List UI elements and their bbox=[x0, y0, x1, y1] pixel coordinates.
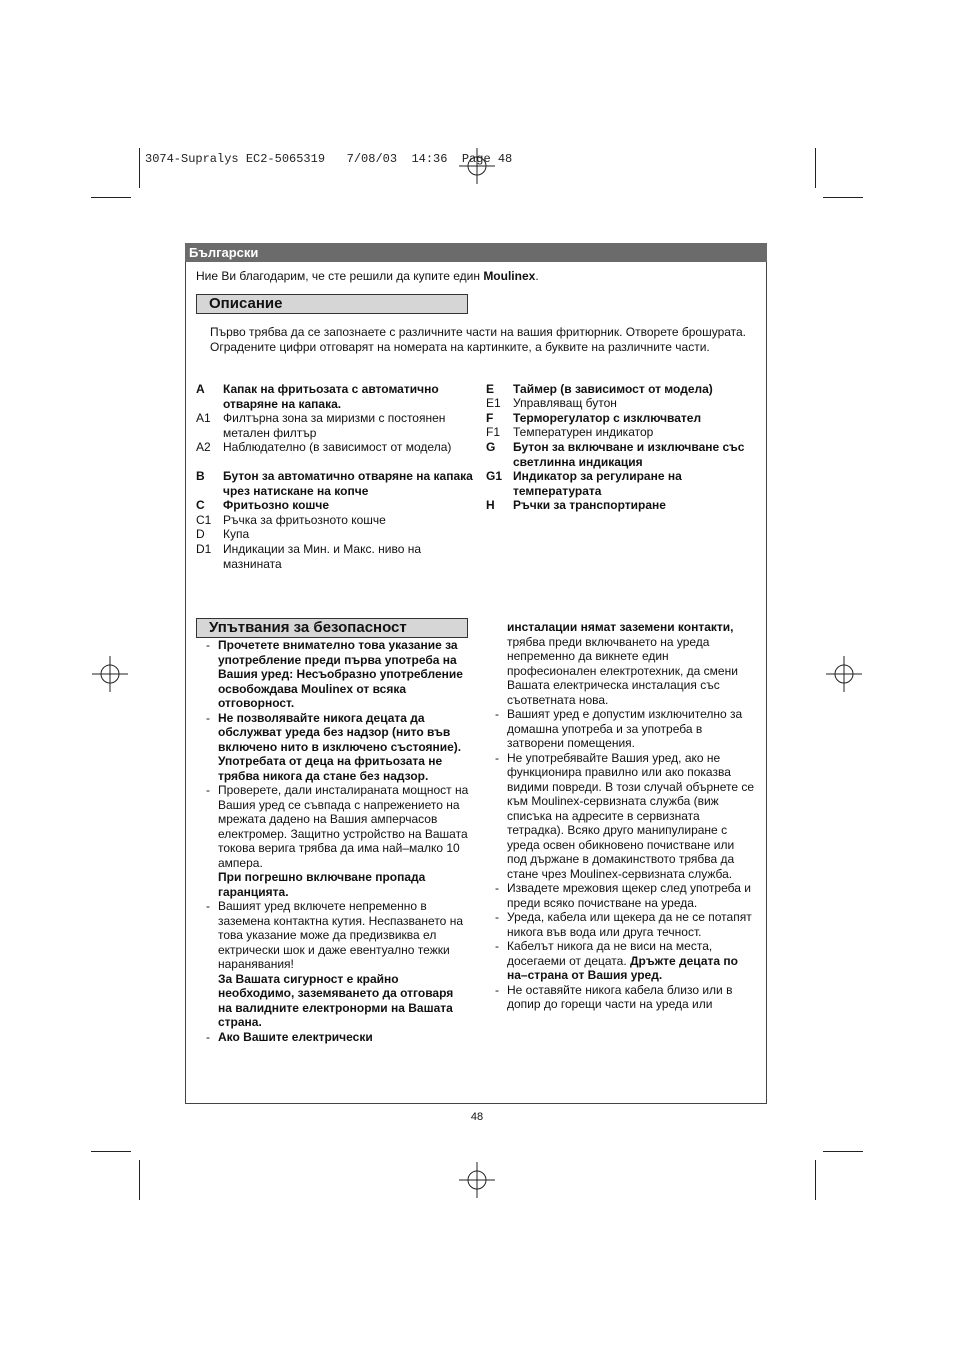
crop-mark bbox=[91, 1151, 131, 1152]
continuation-text: трябва преди включването на уреда непременно да викнете един професионален електротехник, да смени Вашата електрическа инсталация със съответната нова. bbox=[507, 634, 738, 707]
part-label: Бутон за автоматично отваряне на капака чрез натискане на копче bbox=[223, 469, 473, 498]
crop-mark bbox=[815, 1160, 816, 1200]
part-label: Таймер (в зависимост от модела) bbox=[513, 382, 713, 396]
safety-bullet bbox=[206, 899, 469, 1030]
bullet-text: Не оставяйте никога кабела близо или в допир до горещи части на уреда или bbox=[507, 982, 733, 1011]
continuation-bold: инсталации нямат заземени контакти, bbox=[507, 620, 734, 634]
part-key: F bbox=[486, 411, 494, 425]
safety-bullet bbox=[206, 638, 469, 711]
bullet-bold-text: Ако Вашите електрически bbox=[218, 1029, 373, 1044]
crop-mark bbox=[823, 1151, 863, 1152]
bullet-bold-text: За Вашата сигурност е крайно необходимо, заземяването да отговаря на валидните електронорми на Вашата страна. bbox=[218, 971, 454, 1029]
part-label: Температурен индикатор bbox=[513, 425, 654, 439]
safety-bullet bbox=[495, 751, 757, 882]
part-label: Филтърна зона за миризми с постоянен метален филтър bbox=[223, 411, 446, 440]
crop-mark bbox=[139, 148, 140, 188]
part-label: Наблюдателно (в зависимост от модела) bbox=[223, 440, 452, 454]
part-key: D1 bbox=[196, 542, 212, 556]
part-label: Купа bbox=[223, 527, 250, 541]
bullet-bold-text: Прочетете внимателно това указание за употребление преди първа употреба на Вашия уред: Несъобразно употребление освобождава Moulinex от всяка отговорност. bbox=[218, 638, 463, 710]
part-key: E bbox=[486, 382, 495, 396]
registration-mark-icon bbox=[92, 656, 128, 692]
bullet-bold-text: Дръжте децата по на–страна от Вашия уред. bbox=[507, 953, 738, 982]
bullet-text: Кабелът никога да не виси на места, досегаеми от децата. bbox=[507, 939, 713, 968]
safety-bullet bbox=[206, 1030, 469, 1045]
registration-mark-icon bbox=[459, 1162, 495, 1198]
crop-mark bbox=[815, 148, 816, 188]
safety-bullet bbox=[495, 939, 757, 983]
language-band: Български bbox=[185, 243, 767, 262]
intro-end: . bbox=[535, 269, 539, 283]
registration-mark-icon bbox=[826, 656, 862, 692]
part-label: Индикатор за регулиране на температурата bbox=[513, 469, 682, 498]
part-key: A2 bbox=[196, 440, 211, 454]
part-label: Терморегулатор с изключвател bbox=[513, 411, 702, 425]
brand-name: Moulinex bbox=[483, 269, 536, 283]
safety-bullet bbox=[495, 910, 757, 939]
description-text: Първо трябва да се запознаете с различните части на вашия фритюрник. Отворете брошурата. Оградените цифри отговарят на номерата на картинките, а буквите на различните части. bbox=[210, 325, 747, 354]
crop-mark bbox=[823, 197, 863, 198]
safety-column-right bbox=[495, 620, 757, 1012]
part-key: A bbox=[196, 382, 205, 396]
bullet-text: Не употребявайте Вашия уред, ако не функционира правилно или ако показва видими повреди. В този случай обърнете се към Moulinex-сервизната служба (виж списъка на адресите в сервизната тетрадка). Всяко друго манипулиране с уреда освен обикновено почистване или под държане в домакинството трябва да стане чрез Moulinex-сервизната служба. bbox=[507, 750, 755, 881]
bullet-text: Уреда, кабела или щекера да не се потапят никога във вода или друга течност. bbox=[507, 910, 752, 939]
bullet-text: Вашият уред включете непременно в заземена контактна кутия. Неспазването на това указание може да предизвиква ел ектрически шок и даже евентуално тежки наранявания! bbox=[218, 899, 463, 971]
part-label: Ръчки за транспортиране bbox=[513, 498, 666, 512]
part-key: B bbox=[196, 469, 205, 483]
part-label: Индикации за Мин. и Макс. ниво на мазнината bbox=[223, 542, 422, 571]
crop-mark bbox=[91, 197, 131, 198]
intro-sentence: Ние Ви благодарим, че сте решили да купите един bbox=[196, 269, 484, 283]
safety-bullet bbox=[495, 983, 757, 1012]
part-label: Капак на фритьозата с автоматично отваряне на капака. bbox=[223, 382, 439, 411]
part-key: A1 bbox=[196, 411, 211, 425]
part-label: Управляващ бутон bbox=[513, 396, 617, 410]
safety-bullet bbox=[206, 711, 469, 784]
bullet-bold-text: Не позволявайте никога децата да обслужват уреда без надзор (нито във включено нито в изключено състояние). Употребата от деца на фритьозата не трябва никога да стане без надзор. bbox=[218, 710, 462, 783]
registration-mark-icon bbox=[459, 148, 495, 184]
bullet-text: Извадете мрежовия щекер след употреба и преди всяко почистване на уреда. bbox=[507, 881, 751, 910]
part-key: G1 bbox=[486, 469, 503, 483]
part-key: C bbox=[196, 498, 205, 512]
part-key: D bbox=[196, 527, 205, 541]
part-key: F1 bbox=[486, 425, 501, 439]
part-key: C1 bbox=[196, 513, 212, 527]
bullet-text: Проверете, дали инсталираната мощност на Вашия уред се съвпада с напрежението на мрежата дадено на Вашия амперчасов електромер. Защитно устройство на Вашата токова верига трябва да има най–малко 10 ампера. bbox=[218, 783, 469, 870]
description-title: Описание bbox=[196, 294, 468, 314]
safety-continuation bbox=[495, 620, 757, 707]
intro-text bbox=[196, 269, 539, 283]
part-key: E1 bbox=[486, 396, 501, 410]
crop-mark bbox=[139, 1160, 140, 1200]
bullet-text: Вашият уред е допустим изключително за домашна употреба и за употреба в затворени помещения. bbox=[507, 707, 743, 750]
safety-bullet bbox=[495, 707, 757, 751]
page-number: 48 bbox=[470, 1111, 484, 1123]
bullet-bold-text: При погрешно включване пропада гаранцията. bbox=[218, 870, 426, 899]
safety-bullet bbox=[495, 881, 757, 910]
part-label: Фритьозно кошче bbox=[223, 498, 330, 512]
part-label: Ръчка за фритьозното кошче bbox=[223, 513, 386, 527]
part-key: G bbox=[486, 440, 496, 454]
part-label: Бутон за включване и изключване със светлинна индикация bbox=[513, 440, 745, 469]
print-header-line: 3074-Supralys EC2-5065319 7/08/03 14:36 Page 48 bbox=[145, 152, 513, 166]
part-key: H bbox=[486, 498, 495, 512]
safety-column-left bbox=[206, 638, 469, 1044]
safety-bullet bbox=[206, 783, 469, 899]
safety-title: Упътвания за безопасност bbox=[196, 618, 468, 638]
